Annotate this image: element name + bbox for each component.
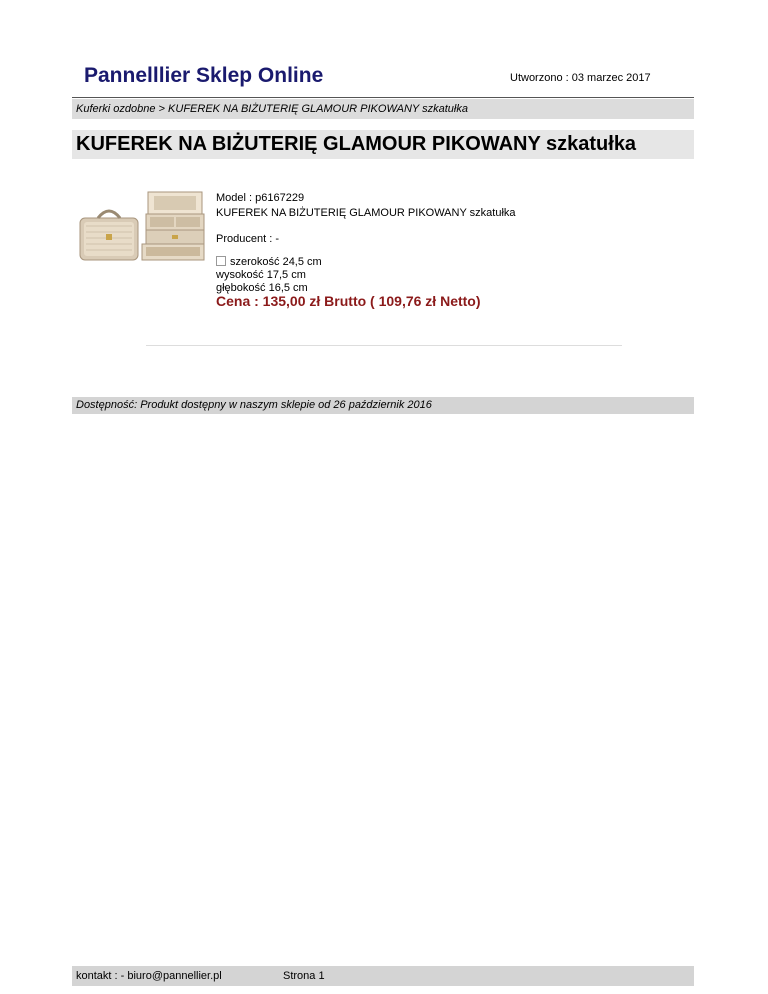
product-price: Cena : 135,00 zł Brutto ( 109,76 zł Netto) <box>216 293 481 309</box>
header-divider <box>72 97 694 98</box>
product-height: wysokość 17,5 cm <box>216 269 306 281</box>
checkbox-icon <box>216 256 226 266</box>
section-divider <box>146 345 622 346</box>
created-date: Utworzono : 03 marzec 2017 <box>510 72 651 84</box>
shop-title: Pannelllier Sklep Online <box>84 64 324 87</box>
breadcrumb: Kuferki ozdobne > KUFEREK NA BIŻUTERIĘ GLAMOUR PIKOWANY szkatułka <box>72 99 694 119</box>
product-width <box>216 256 322 268</box>
jewelry-box-image <box>76 186 208 266</box>
footer-contact: kontakt : - biuro@pannellier.pl <box>76 970 222 982</box>
product-name: KUFEREK NA BIŻUTERIĘ GLAMOUR PIKOWANY szkatułka <box>216 207 516 219</box>
footer-page-number: Strona 1 <box>283 970 325 982</box>
product-model: Model : p6167229 <box>216 192 305 204</box>
product-depth: głębokość 16,5 cm <box>216 282 308 294</box>
product-width-text: szerokość 24,5 cm <box>230 256 322 268</box>
availability-bar: Dostępność: Produkt dostępny w naszym sklepie od 26 październik 2016 <box>72 397 694 414</box>
product-title: KUFEREK NA BIŻUTERIĘ GLAMOUR PIKOWANY szkatułka <box>72 130 694 159</box>
product-producer: Producent : - <box>216 233 279 245</box>
footer <box>72 966 694 986</box>
